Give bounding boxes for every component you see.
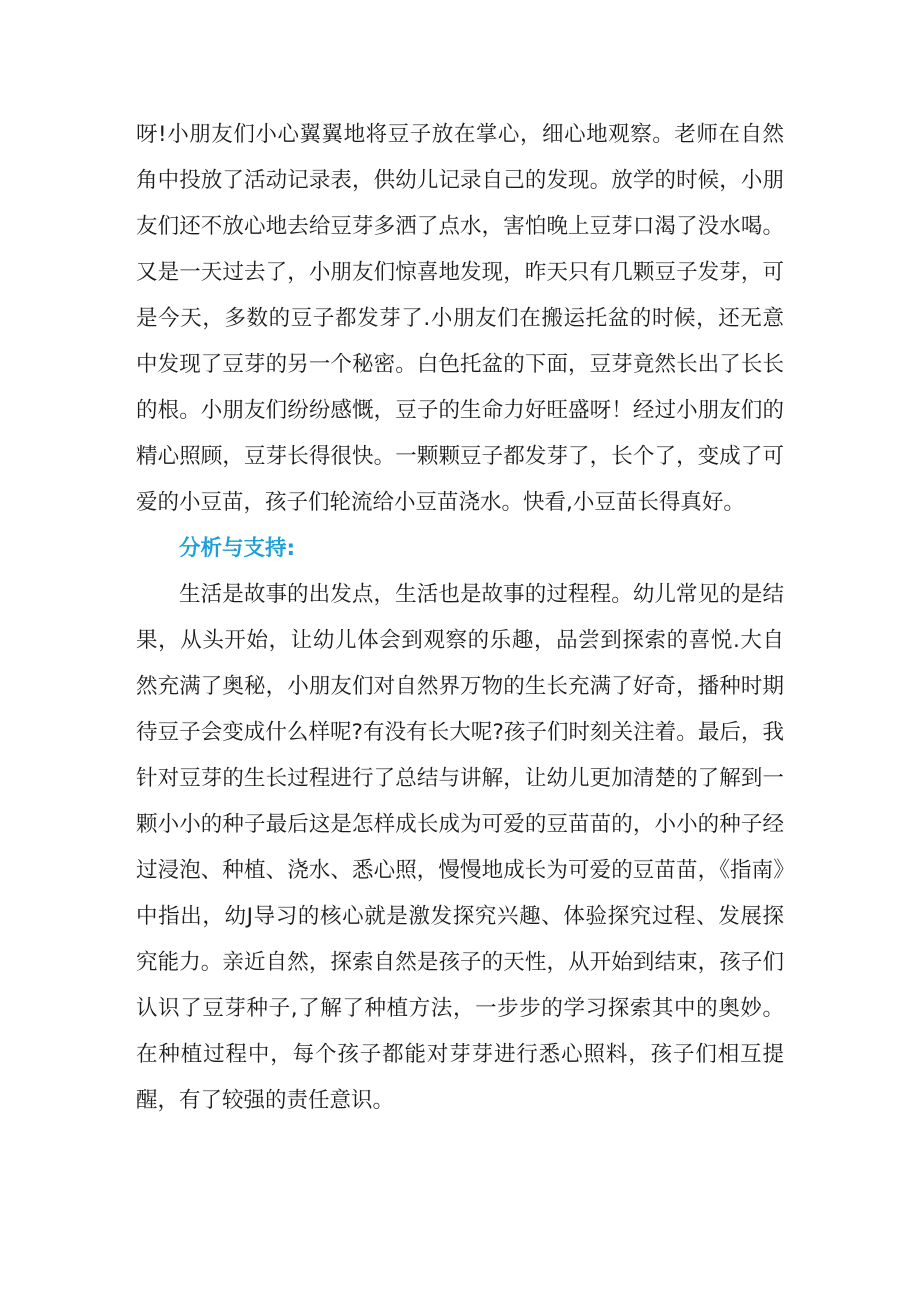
body-paragraph-1: 呀!小朋友们小心翼翼地将豆子放在掌心，细心地观察。老师在自然角中投放了活动记录表，供幼儿记录自己的发现。放学的时候，小朋友们还不放心地去给豆芽多洒了点水，害怕晚上豆芽口渴了没水喝。又是一天过去了，小朋友们惊喜地发现，昨天只有几颗豆子发芽，可是今天，多数的豆子都发芽了.小朋友们在搬运托盆的时候，还无意中发现了豆芽的另一个秘密。白色托盆的下面，豆芽竟然长出了长长的根。小朋友们纷纷感慨，豆子的生命力好旺盛呀！经过小朋友们的精心照顾，豆芽长得很快。一颗颗豆子都发芽了，长个了，变成了可爱的小豆苗，孩子们轮流给小豆苗浇水。快看,小豆苗长得真好。 (136, 122, 784, 515)
document-body (136, 112, 784, 1124)
body-paragraph-2: 生活是故事的出发点，生活也是故事的过程程。幼儿常见的是结果，从头开始，让幼儿体会到观察的乐趣，品尝到探索的喜悦.大自然充满了奥秘，小朋友们对自然界万物的生长充满了好奇，播种时期待豆子会变成什么样呢?有没有长大呢?孩子们时刻关注着。最后，我针对豆芽的生长过程进行了总结与讲解，让幼儿更加清楚的了解到一颗小小的种子最后这是怎样成长成为可爱的豆苗苗的，小小的种子经过浸泡、种植、浇水、悉心照，慢慢地成长为可爱的豆苗苗，《指南》中指出，幼J导习的核心就是激发探究兴趣、体验探究过程、发展探究能力。亲近自然，探索自然是孩子的天性，从开始到结束，孩子们认识了豆芽种子,了解了种植方法，一步步的学习探索其中的奥妙。在种植过程中，每个孩子都能对芽芽进行悉心照料，孩子们相互提醒，有了较强的责任意识。 (136, 582, 784, 1113)
section-heading: 分析与支持: (179, 536, 296, 561)
